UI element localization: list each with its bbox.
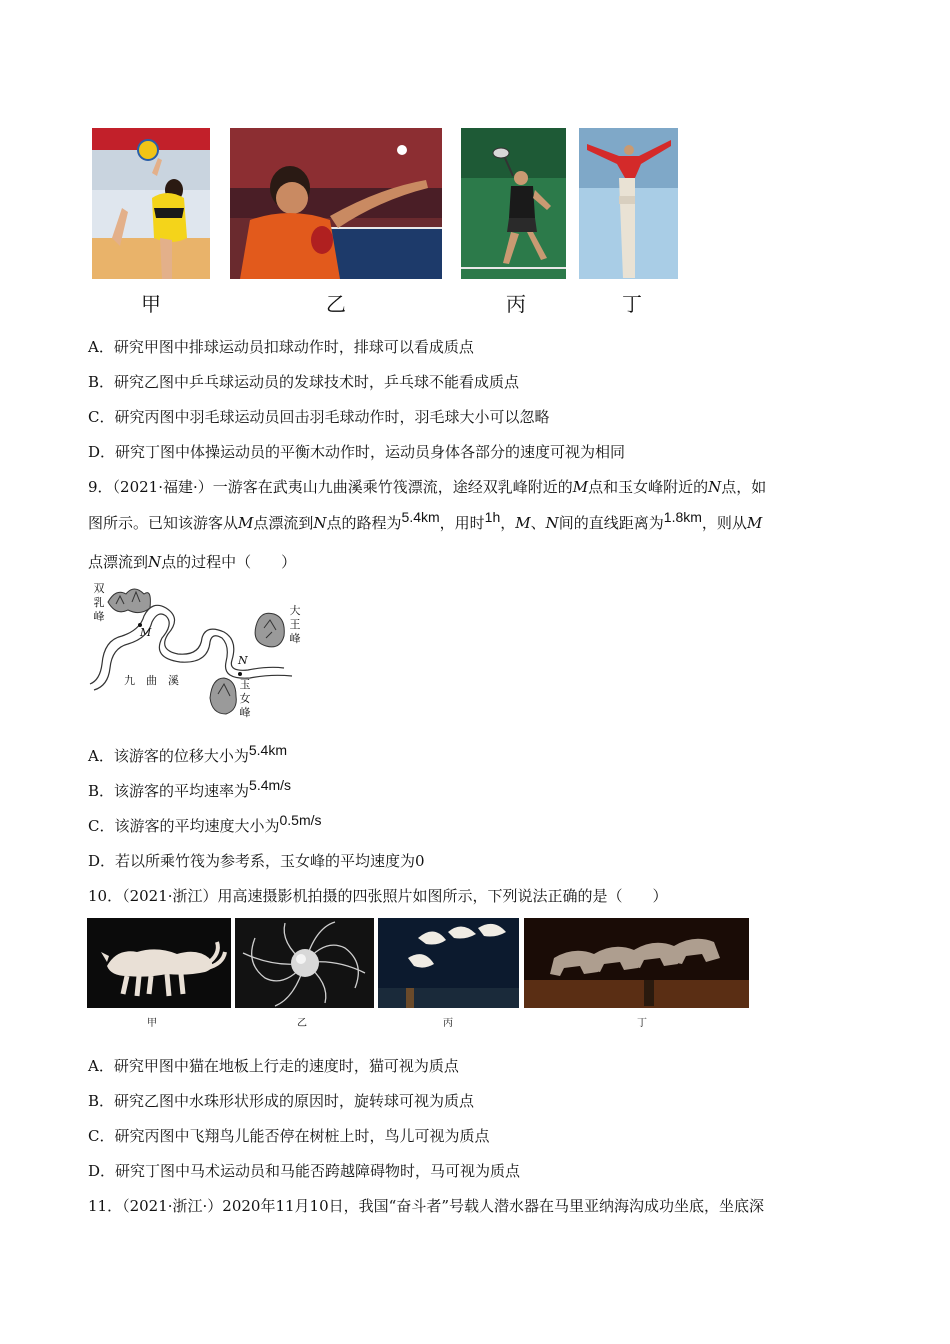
label-shuangrufeng (92, 582, 106, 624)
q9-stem-line3 (88, 552, 296, 572)
option-label: C． (88, 408, 115, 426)
label-yunvfeng (238, 678, 252, 720)
question-source: （2021·福建·） (112, 478, 213, 496)
caption-yi: 乙 (297, 1018, 307, 1029)
distance-value: 5.4km (401, 509, 440, 525)
option-label: D． (88, 852, 116, 870)
option-label: B． (88, 373, 115, 391)
option-value: 5.4km (248, 742, 287, 758)
stem-text: ，用时 (439, 514, 485, 532)
q10-option-d (88, 1161, 520, 1181)
q9-stem-line2 (88, 509, 763, 533)
map-char: 峰 (239, 706, 251, 719)
stem-text: 图所示。已知该游客从 (88, 514, 239, 532)
q8-option-d (88, 442, 625, 462)
caption-jia: 甲 (147, 1018, 157, 1029)
option-label: A． (88, 1057, 114, 1075)
option-value: 5.4m/s (249, 777, 292, 793)
option-text: 研究丁图中马术运动员和马能否跨越障碍物时，马可视为质点 (115, 1162, 521, 1180)
stem-text: ，则从 (701, 514, 747, 532)
photo-cat (87, 918, 231, 1008)
stem-text: 点漂流到 (253, 514, 314, 532)
map-char: 大 (289, 604, 301, 617)
map-char: 峰 (289, 632, 301, 645)
photo-volleyball (92, 128, 210, 279)
question-number: 9． (88, 478, 113, 496)
stem-text: 点和玉女峰附近的 (588, 478, 709, 496)
q9-option-c (88, 812, 322, 836)
photo-balance-beam (579, 128, 678, 279)
straight-distance-value: 1.8km (663, 509, 702, 525)
q8-option-c (88, 407, 550, 427)
option-text: 该游客的位移大小为 (113, 747, 249, 765)
map-char: 王 (289, 618, 301, 631)
q9-stem-line1 (88, 477, 766, 497)
caption-bing: 丙 (506, 292, 526, 316)
q9-option-b (88, 777, 292, 801)
photo-table-tennis (230, 128, 442, 279)
point-m: M (746, 514, 763, 532)
river-map (88, 580, 308, 730)
option-label: D． (88, 1162, 116, 1180)
option-text: 该游客的平均速度大小为 (114, 817, 280, 835)
q10-option-b (88, 1091, 474, 1111)
stem-text: 一游客在武夷山九曲溪乘竹筏漂流，途经双乳峰附近的 (212, 478, 573, 496)
option-text: 研究丁图中体操运动员的平衡木动作时，运动员身体各部分的速度可视为相同 (115, 443, 626, 461)
map-point-n: N (238, 654, 248, 667)
map-char: 双 (93, 582, 105, 595)
option-text: 研究丙图中飞翔鸟儿能否停在树桩上时，鸟儿可视为质点 (114, 1127, 490, 1145)
option-label: C． (88, 817, 115, 835)
stem-text: 点，如 (721, 478, 767, 496)
stem-text: 、 (530, 514, 546, 532)
photo-spinning-ball (235, 918, 374, 1008)
q8-option-b (88, 372, 519, 392)
option-label: D． (88, 443, 116, 461)
label-dawangfeng (288, 604, 302, 646)
q9-option-a (88, 742, 287, 766)
point-n: N (313, 514, 327, 532)
point-m: M (238, 514, 254, 532)
stem-text: 间的直线距离为 (558, 514, 664, 532)
option-value: 0 (415, 852, 425, 870)
photo-horses (524, 918, 749, 1008)
q10-stem: 10．（2021·浙江）用高速摄影机拍摄的四张照片如图所示，下列说法正确的是（ ） (88, 887, 668, 905)
caption-bing: 丙 (443, 1018, 453, 1029)
option-label: C． (88, 1127, 115, 1145)
option-text: 若以所乘竹筏为参考系，玉女峰的平均速度为 (115, 852, 416, 870)
option-label: A． (88, 747, 114, 765)
stem-text: 点漂流到 (88, 553, 149, 571)
point-n: N (545, 514, 559, 532)
map-point-m: M (140, 626, 152, 639)
caption-jia: 甲 (141, 292, 161, 316)
q8-option-a (88, 337, 474, 357)
caption-ding: 丁 (622, 292, 642, 316)
time-value: 1h (484, 509, 501, 525)
photo-birds (378, 918, 519, 1008)
option-label: B． (88, 782, 115, 800)
option-value: 0.5m/s (279, 812, 322, 828)
point-m: M (515, 514, 531, 532)
point-m: M (572, 478, 589, 496)
q10-option-a (88, 1056, 459, 1076)
label-jiuquxi: 九 曲 溪 (124, 674, 179, 687)
map-char: 乳 (93, 596, 105, 609)
option-text: 研究甲图中排球运动员扣球动作时，排球可以看成质点 (113, 338, 474, 356)
point-n: N (148, 553, 162, 571)
caption-ding: 丁 (637, 1018, 647, 1029)
option-label: A． (88, 338, 114, 356)
stem-text: 点的过程中（ ） (161, 553, 297, 571)
river-map-drawing (88, 580, 308, 730)
stem-text: ， (500, 514, 516, 532)
q10-option-c (88, 1126, 490, 1146)
map-char: 女 (239, 692, 251, 705)
stem-text: 点的路程为 (326, 514, 402, 532)
option-text: 该游客的平均速率为 (114, 782, 250, 800)
q11-stem: 11．（2021·浙江·）2020年11月10日，我国“奋斗者”号载人潜水器在马里亚纳海沟成功坐底，坐底深 (88, 1197, 764, 1215)
option-text: 研究丙图中羽毛球运动员回击羽毛球动作时，羽毛球大小可以忽略 (114, 408, 550, 426)
photo-badminton (461, 128, 566, 279)
option-text: 研究乙图中乒乓球运动员的发球技术时，乒乓球不能看成质点 (114, 373, 520, 391)
option-text: 研究甲图中猫在地板上行走的速度时，猫可视为质点 (113, 1057, 459, 1075)
point-n: N (708, 478, 722, 496)
map-char: 峰 (93, 610, 105, 623)
q9-option-d (88, 851, 425, 871)
option-text: 研究乙图中水珠形状形成的原因时，旋转球可视为质点 (114, 1092, 475, 1110)
option-label: B． (88, 1092, 115, 1110)
map-char: 玉 (239, 678, 251, 691)
caption-yi: 乙 (326, 292, 346, 316)
